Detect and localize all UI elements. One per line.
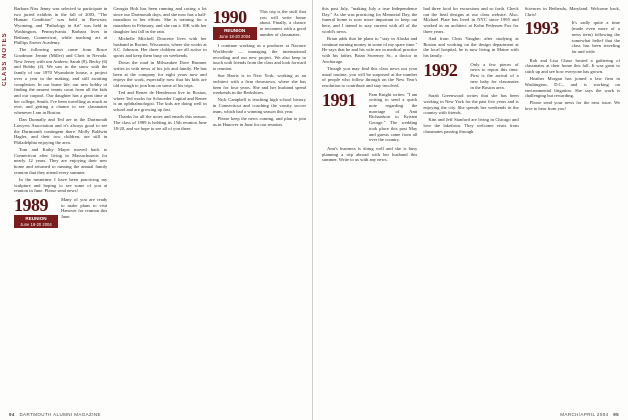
reunion-badge [213,27,257,40]
class-note-paragraph: Sarah Greenwood writes that she has been working in New York for the past five years and is enjoying the city. She spends her weekends in the country with friends. [423,93,519,116]
year-intro-text: Only a few pieces of news to report this time. First is the arrival of a new baby for classmates in the Boston area. [470,61,519,90]
right-columns [322,6,620,406]
class-note-paragraph: Please keep the news coming, and plan to join us in Hanover in June for our reunion. [212,115,306,127]
class-note-paragraph: Please send your news for the next issue. We love to hear from you! [524,100,620,112]
class-note-paragraph: Ted and Renee de Henderson live in Boston, where Ted works for Schroeder Capital and Renee is an ophthalmologist. The kids are doing well in school and are growing up fast. [113,90,207,113]
reunion-date: June 18-20 2004 [20,221,52,227]
reunion-badge [14,215,58,228]
year-box [423,59,467,80]
class-note-paragraph: Sue Harris is in New York, working as an architect with a firm downtown, where she has been for four years. She and her husband spend weekends in the Berkshires. [212,73,306,96]
reunion-date: June 18-20 2004 [218,33,251,39]
right-footer [560,412,622,417]
class-note-paragraph: Georgia Holt has been running and racing a lot since our Dartmouth days, and she now has a half-marathon to her efforts. She is training for a marathon in February, and she ran a 10K with her daughter last fall in the rain. [113,6,207,34]
class-year-header [423,59,519,91]
class-year-header [14,197,107,228]
class-year: 1989 [14,195,48,216]
right-column-2 [423,6,518,406]
year-box [322,89,366,110]
reunion-label: REUNION [25,216,47,222]
class-year-header [322,89,418,143]
right-column-1 [322,6,417,406]
reunion-label: REUNION [224,28,246,33]
year-intro-text: Many of you are ready to make plans to visit Hanover for reunion this June. [61,197,108,220]
right-column-3 [525,6,620,406]
left-footer [6,412,101,417]
left-page [0,0,313,420]
left-column-2 [113,6,206,406]
year-box [213,9,257,40]
class-note-paragraph: Nick Campbell is teaching high school history in Connecticut and coaching the varsity soccer team, which had a winning season this year. [212,97,306,114]
year-intro-text: It's sadly quite a time (made even more of a news item) following the somewhat belief that the class has been traveling far and wide. [571,20,620,54]
left-column-1 [14,6,107,406]
left-columns [14,6,306,406]
class-note-paragraph: Dan Dunnally and Ted are in the Dartmouth Lawyers Association and it's always good to see the Dartmouth contingent there. Molly Baldwin Hagler, and their two children, are still in Philadelphia enjoying the area. [14,117,108,145]
class-note-paragraph: Heather Morgan has joined a law firm in Washington, D.C., and is working on environmental litigation. She says the work is challenging but rewarding. [524,76,620,99]
class-note-paragraph: this past July, "making July a true Independence Day." As she was practicing for Memorial Day, the funeral home is now more important to keep out here, and I intend to stay current with all of the world's news. [322,6,418,34]
class-note-paragraph: And from Chris Vaughn: after studying at Boston and working on the design department at the local hospital, he is now living in Maine with his family. [423,35,519,59]
page-number: 94 [9,412,15,417]
section-label: CLASS NOTES [2,32,8,86]
footer-publication: DARTMOUTH ALUMNI MAGAZINE [19,412,101,417]
year-intro-text: This trip is the stuff that you will write home about. Finally, a chance to reconnect with a good number of classmates. [259,9,306,37]
class-note-paragraph: Michelle Mitchell Doucette lives with her husband in Racine, Wisconsin, where she works at S.C. Johnson. Her three children are all active in sports and keep them busy on weekends. [113,35,207,59]
class-note-paragraph: had three food for excursions and so forth. Check out the final designs at our class website. Also, Michael Plate has lived in NYC since 1995 and worked as an architect at Kohn Pedersen Fox for three years. [423,6,519,34]
class-year: 1992 [423,59,458,80]
left-column-3 [213,6,306,406]
page-number: 95 [613,412,619,417]
class-note-paragraph: Tom and Kathy Mayer moved back to Connecticut after living in Massachusetts for nearly 12 years. They are enjoying their new home and returned to running the annual family reunion that they attend every summer. [14,147,108,175]
class-year-header [525,20,620,54]
class-year-header [213,9,306,40]
class-note-paragraph: The following news came from Bruce Goodman: Jennie (Miller) and Chris in Nevada. New Jersey with son Andrew, Sarah (8), Becky (6) and Bobby (4). We saw in the snow with the family of our 1970 Wyandotte house, a project over a year in the making, and still awaiting completion. In our home life, our new hobby of finding the nearest tennis court from all the kids and our carpool. Our daughter has a great time at her college, Smith. I've been travelling as much as ever, and getting a chance to see classmates whenever I am in Boston. [14,47,108,116]
class-note-paragraph: Barbara Niss Jenny was selected to participate in two juried exhibits in the fall of 2003, "The Human Condition" was held in Brewster, Wyoming, and "Pathology in Art" was held in Washington, Pennsylvania. Barbara lives in Bethany, Connecticut, while teaching art at Phillips Exeter Academy. [14,6,108,46]
year-box [525,20,569,37]
class-note-paragraph: Thanks for all the notes and emails this season. The class of 1989 is holding its 15th reunion June 18-20, and we hope to see all of you there. [113,114,207,131]
class-year: 1993 [524,18,559,39]
class-note-paragraph: Ami's business is doing well and she is busy planning a trip abroad with her husband this summer. Write to us with any news. [322,145,418,163]
class-note-paragraph: I continue working as a producer at Navarre Worldwide — managing the international recording and our new project. We also keep in touch with friends from the class and look forward to reunion. [212,43,306,71]
footer-date: MARCH/APRIL 2004 [560,412,609,417]
class-note-paragraph: Rob and Lisa Chase hosted a gathering of classmates at their home this fall. It was great to catch up and see how everyone has grown. [524,57,620,75]
class-note-paragraph: Brian adds that he plans to "stay in Alaska and continue earning money in some of my spare time." He says that he and his wife are in medical practice with his father, Brian Sweeney Sr., a doctor in Anchorage. [322,35,418,64]
class-note-paragraph: Down the road in Milwaukee Dave Brunner writes in with news of his job and family. He has been at the company for eight years now and enjoys the work, especially now that his kids are old enough to join him on some of his trips. [113,60,207,88]
class-note-paragraph: Kim and Jeff Stanford are living in Chicago and love the lakefront. They welcome visits from classmates passing through. [423,117,519,134]
year-intro-text: Pam Knight writes: "I am writing to send a quick note regarding the marriage of Ami Richardson to Kristen George." The wedding took place this past May and guests came from all over the country. [369,91,418,143]
class-year: 1990 [212,7,247,27]
class-note-paragraph: Sciences in Bethesda, Maryland. Welcome back, Chris! [524,6,620,17]
class-year: 1991 [322,89,356,110]
class-note-paragraph: Though you may find this class news not your usual routine, you will be surprised at the number of people who follow through on the New Year's resolution to contribute and stay involved. [322,65,418,88]
year-box [14,197,58,228]
class-note-paragraph: In the meantime I have been practicing my sculpture and hoping to see some of you at reunion in June. Please send news! [14,176,108,194]
right-page [316,0,628,420]
